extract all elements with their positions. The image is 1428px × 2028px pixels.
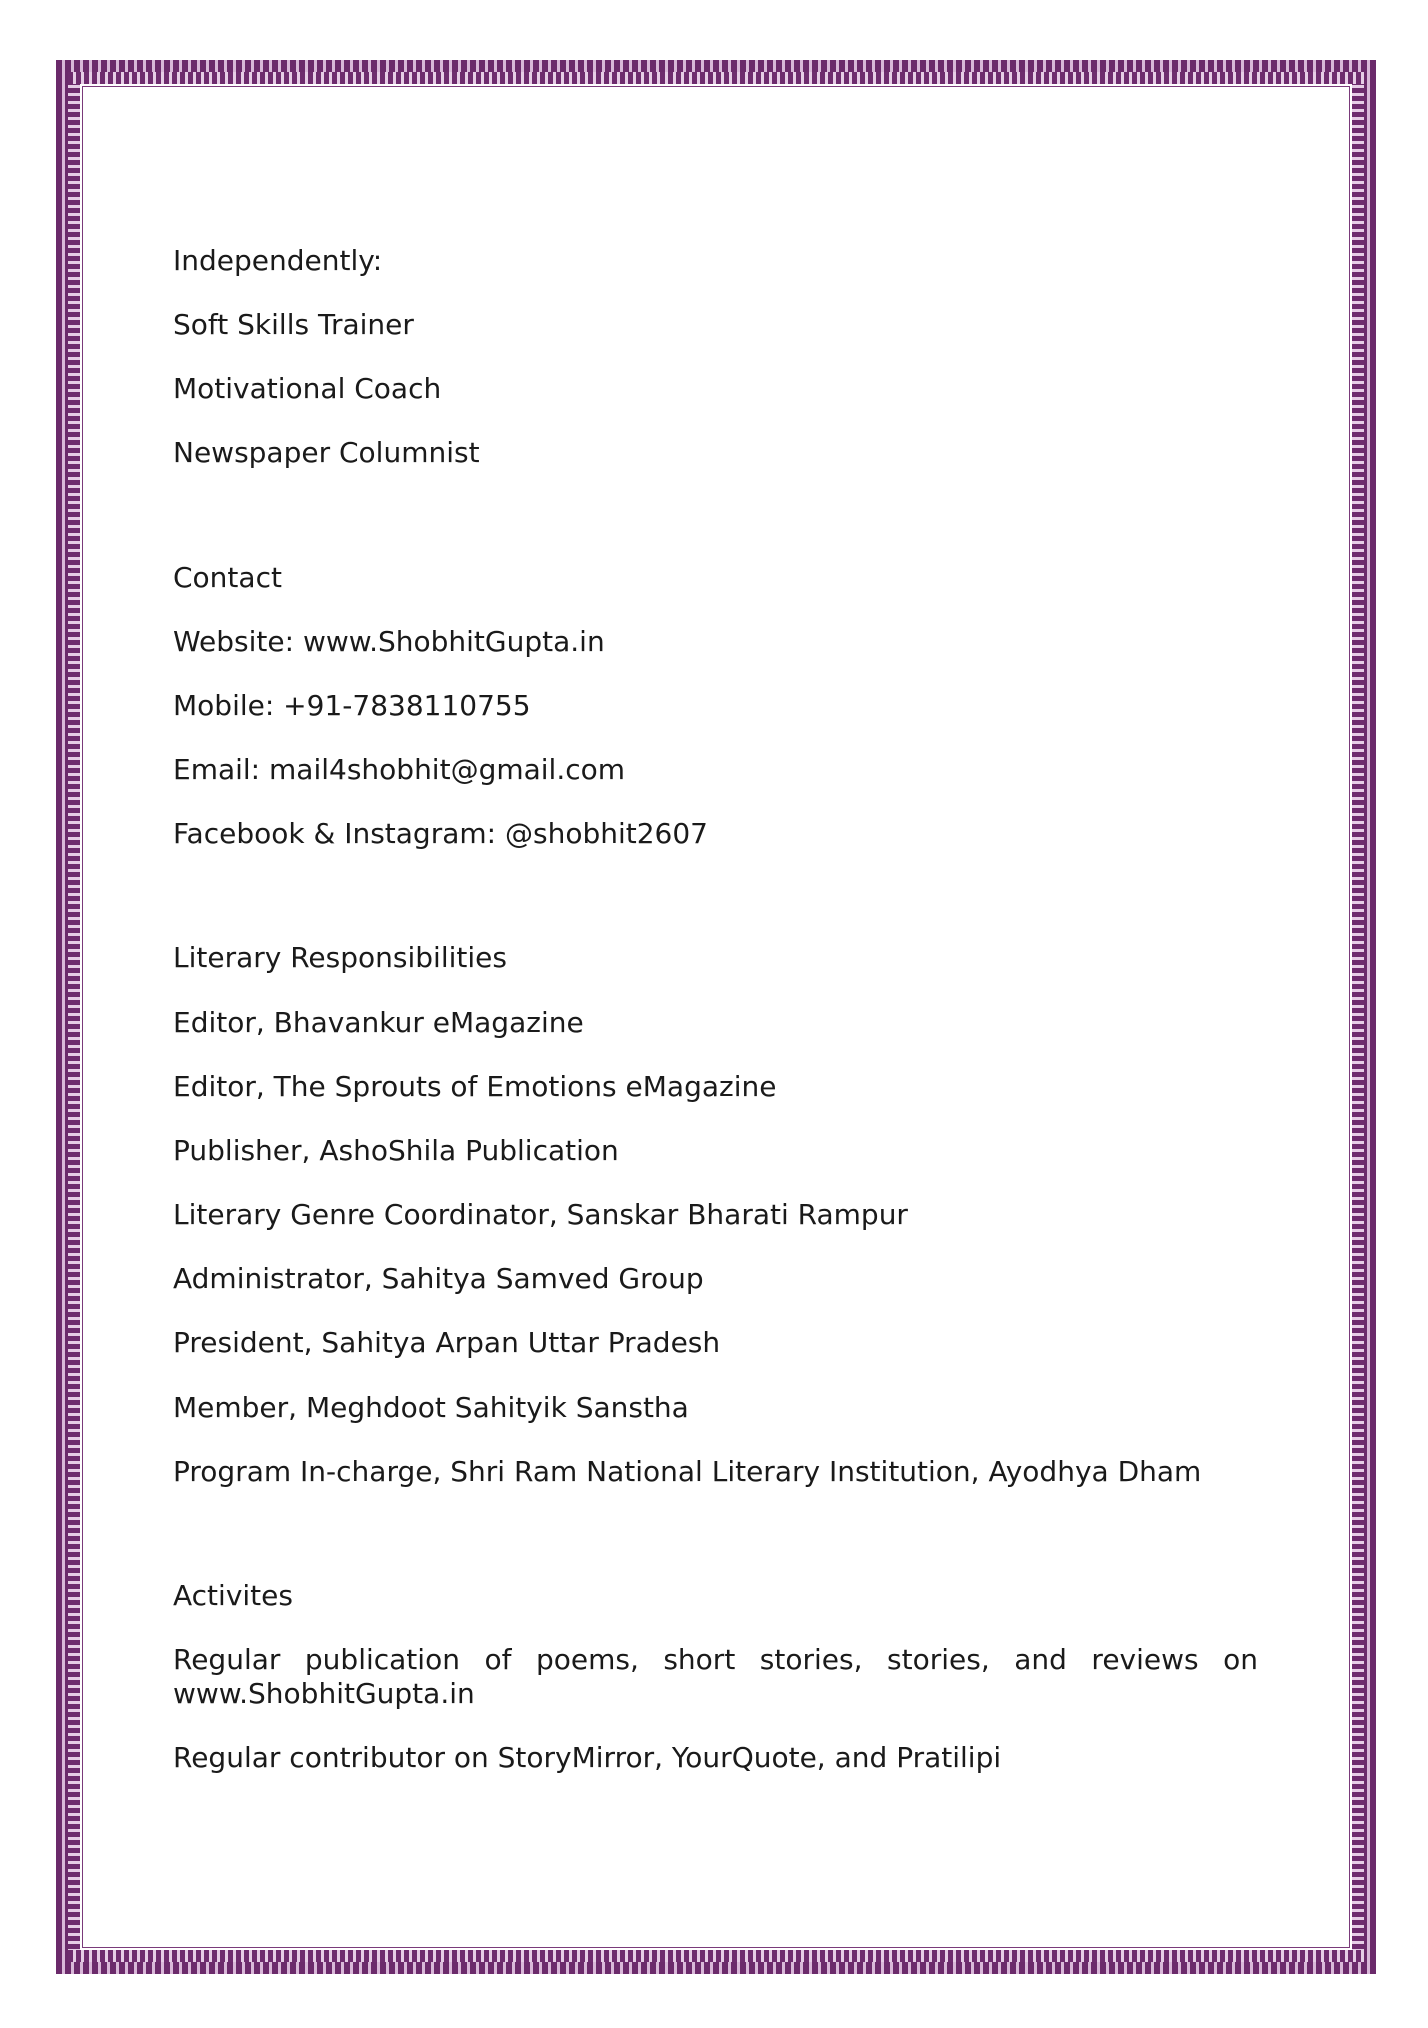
list-item: Newspaper Columnist: [173, 436, 480, 470]
section-independently: [173, 244, 1258, 471]
list-item: Editor, Bhavankur eMagazine: [173, 1005, 584, 1039]
contact-email: Email: mail4shobhit@gmail.com: [173, 753, 626, 787]
list-item: Program In-charge, Shri Ram National Literary Institution, Ayodhya Dham: [173, 1454, 1202, 1488]
section-heading: Activites: [173, 1578, 293, 1612]
list-item: Member, Meghdoot Sahityik Sanstha: [173, 1390, 689, 1424]
list-item: Regular publication of poems, short stories, stories, and reviews on www.ShobhitGupta.in: [173, 1642, 1258, 1711]
section-spacer: [173, 881, 1258, 941]
list-item: Administrator, Sahitya Samved Group: [173, 1262, 704, 1296]
section-contact: [173, 561, 1258, 852]
contact-mobile: Mobile: +91-7838110755: [173, 688, 531, 722]
section-spacer: [173, 1519, 1258, 1579]
list-item: President, Sahitya Arpan Uttar Pradesh: [173, 1326, 721, 1360]
section-heading: Independently:: [173, 244, 383, 277]
contact-website: Website: www.ShobhitGupta.in: [173, 624, 605, 658]
section-literary-responsibilities: [173, 941, 1258, 1488]
section-activities: [173, 1579, 1258, 1776]
list-item: Editor, The Sprouts of Emotions eMagazine: [173, 1069, 777, 1103]
section-heading: Contact: [173, 560, 282, 594]
section-spacer: [173, 501, 1258, 561]
section-heading: Literary Responsibilities: [173, 941, 507, 975]
list-item: Motivational Coach: [173, 372, 442, 406]
list-item: Soft Skills Trainer: [173, 308, 414, 342]
list-item: Literary Genre Coordinator, Sanskar Bharati Rampur: [173, 1198, 908, 1232]
list-item: Publisher, AshoShila Publication: [173, 1133, 619, 1167]
list-item: Regular contributor on StoryMirror, YourQuote, and Pratilipi: [173, 1741, 1002, 1775]
page-content: [173, 244, 1258, 1805]
contact-social: Facebook & Instagram: @shobhit2607: [173, 817, 708, 851]
